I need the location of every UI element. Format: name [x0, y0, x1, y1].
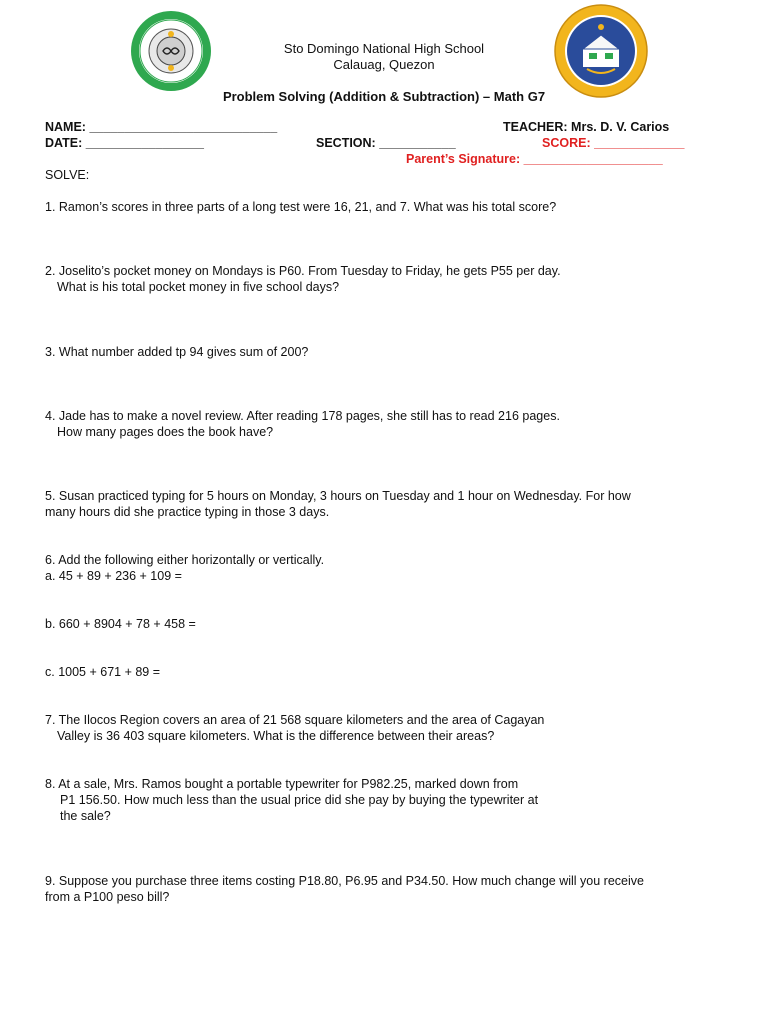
name-field[interactable]: NAME: ___________________________ — [45, 120, 278, 134]
teacher-field: TEACHER: Mrs. D. V. Carios — [503, 120, 670, 134]
question-8-line-1: 8. At a sale, Mrs. Ramos bought a portable typewriter for P982.25, marked down from — [45, 777, 519, 791]
parent-signature-field[interactable]: Parent’s Signature: ____________________ — [406, 152, 663, 166]
question-4-line-1: 4. Jade has to make a novel review. After reading 178 pages, she still has to read 216 pages. — [45, 409, 560, 423]
question-7-line-2: Valley is 36 403 square kilometers. What is the difference between their areas? — [57, 729, 495, 743]
score-field[interactable]: SCORE: _____________ — [542, 136, 685, 150]
school-seal-right-icon — [553, 3, 649, 99]
question-2-line-2: What is his total pocket money in five school days? — [57, 280, 340, 294]
question-5-line-2: many hours did she practice typing in those 3 days. — [45, 505, 330, 519]
question-6: 6. Add the following either horizontally or vertically. — [45, 553, 325, 567]
school-location: Calauag, Quezon — [333, 57, 435, 72]
question-1: 1. Ramon’s scores in three parts of a long test were 16, 21, and 7. What was his total score? — [45, 200, 557, 214]
question-3: 3. What number added tp 94 gives sum of 200? — [45, 345, 309, 359]
question-6a: a. 45 + 89 + 236 + 109 = — [45, 569, 182, 583]
question-9-line-1: 9. Suppose you purchase three items costing P18.80, P6.95 and P34.50. How much change will you receive — [45, 874, 644, 888]
worksheet-title: Problem Solving (Addition & Subtraction) – Math G7 — [222, 89, 546, 104]
question-6b: b. 660 + 8904 + 78 + 458 = — [45, 617, 196, 631]
question-2-line-1: 2. Joselito’s pocket money on Mondays is P60. From Tuesday to Friday, he gets P55 per day. — [45, 264, 561, 278]
question-4-line-2: How many pages does the book have? — [57, 425, 274, 439]
school-name: Sto Domingo National High School — [283, 41, 485, 56]
question-5-line-1: 5. Susan practiced typing for 5 hours on Monday, 3 hours on Tuesday and 1 hour on Wednesday. For how — [45, 489, 631, 503]
question-7-line-1: 7. The Ilocos Region covers an area of 21 568 square kilometers and the area of Cagayan — [45, 713, 545, 727]
solve-instruction: SOLVE: — [45, 168, 90, 182]
section-field[interactable]: SECTION: ___________ — [316, 136, 456, 150]
question-8-line-3: the sale? — [60, 809, 111, 823]
question-6c: c. 1005 + 671 + 89 = — [45, 665, 161, 679]
question-9-line-2: from a P100 peso bill? — [45, 890, 170, 904]
school-seal-left-icon — [130, 10, 212, 92]
question-8-line-2: P1 156.50. How much less than the usual price did she pay by buying the typewriter at — [60, 793, 539, 807]
date-field[interactable]: DATE: _________________ — [45, 136, 204, 150]
